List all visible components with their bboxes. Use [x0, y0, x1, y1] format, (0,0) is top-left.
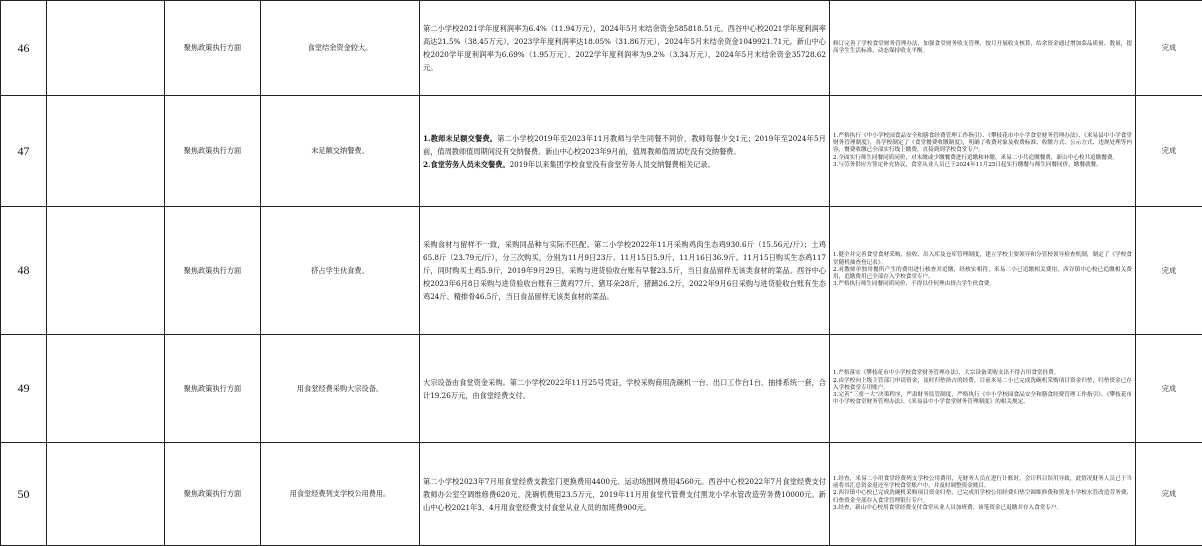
blank-cell	[47, 1, 165, 96]
rectification-item: 修订完善了学校食堂财务管理办法，加强食堂财务收支管理，按月开展收支核算，结余资金通过增加菜品质量、数量，提高学生生活标准，动态保持收支平衡。	[833, 41, 1132, 56]
problem-cell: 食堂结余资金较大。	[261, 1, 420, 96]
rectification-cell	[830, 443, 1136, 546]
rectification-item: 2.对教师单独用餐所产生的费用进行核查并追缴，经核实相符，米易二小已追缴相关费用，西谷镇中心校已追缴相关费用，追缴费用已全部存入学校食堂专户。	[833, 267, 1132, 282]
row-number-cell: 50	[1, 443, 47, 546]
rectification-cell	[830, 1, 1136, 96]
table-row	[1, 1, 1202, 96]
status-cell: 完成	[1136, 207, 1202, 335]
problem-cell: 挤占学生伙食费。	[261, 207, 420, 335]
rectification-item: 1.严格落实《攀枝花市中小学校食堂财务管理办法》，大宗设备采购支出不得占用食堂经费。	[833, 370, 1132, 377]
fact-text: 第二小学校2021学年度利润率为6.4%（11.94万元），2024年5月末结余资金585818.51元。西谷中心校2021学年度利润率高达21.5%（38.45万元），2023学年度利润率达18.05%（31.86万元），2024年5月末结余资金1049921.71元。新山中心校2020学年度利润率为6.69%（1.95万元）、2022学年度利润率为9.2%（3.34万元），2024年5月末结余资金35728.62元。	[423, 24, 826, 72]
problem-cell: 用食堂经费采购大宗设备。	[261, 335, 420, 443]
fact-paragraph	[423, 475, 826, 514]
row-number-cell: 48	[1, 207, 47, 335]
blank-cell	[47, 96, 165, 207]
fact-text: 采购食材与留样不一致，采购同品种与实际不匹配。第二小学校2022年11月采购鸡肉生态鸡930.6斤（15.56元/斤）；土鸡65.8斤（23.79元/斤），分三次购买，分别为11月9日23斤、11月15日5.9斤、11月16日36.9斤。11月15日购买生态鸡117斤，同时购买土鸡5.9斤，2019年9月29日，采购与进货验收台账有早餐23.5斤，当日食品留样无该类食材的菜品。西谷中心校2023年6月8日采购与进货验收台账有三黄鸡77斤、猪耳朵28斤，猪蹄26.2斤，2022年9月6日采购与进货验收台账有生态鸡24斤、精排骨46.5斤，当日食品留样无该类食材的菜品。	[423, 240, 826, 301]
blank-cell	[47, 443, 165, 546]
status-cell: 完成	[1136, 443, 1202, 546]
fact-text: 大宗设备由食堂资金采购。第二小学校2022年11月25号凭证，学校采购商用洗碗机一台、出口工作台1台、抽排系统一套，合计19.26万元，由食堂经费支付。	[423, 378, 826, 400]
rectification-cell	[830, 96, 1136, 207]
fact-paragraph	[423, 158, 826, 171]
rectification-item: 2.西谷镇中心校已完成洗碗机采购项目资金归垫，已完成用学校公用经费归垫空调维修费和黑龙小学校水管改造劳务费，归垫资金全部存入食堂管理银行专户。	[833, 490, 1132, 505]
rectification-item: 1.健全并完善食堂食材采购、验收、出入库及仓库管理制度，建立学校主要领导和分管校领导检查机制，制定了《学校食堂随机抽查登记表》。	[833, 252, 1132, 267]
problem-cell: 用食堂经费列支学校公用费用。	[261, 443, 420, 546]
status-cell: 完成	[1136, 335, 1202, 443]
table-row	[1, 335, 1202, 443]
category-cell: 聚焦政策执行方面	[165, 335, 261, 443]
fact-paragraph	[423, 132, 826, 158]
rectification-item: 3.完善“三重一大”决策程序，严肃财务监管制度，严格执行《中小学校园食品安全和膳食经费管理工作指引》、《攀枝花市中小学校食堂财务管理办法》、《米易县中小学食堂财务管理制度》的相关规定。	[833, 392, 1132, 407]
status-cell: 完成	[1136, 1, 1202, 96]
rectification-item: 2.由学校向上级主管部门申请资金，及时归垫挤占的经费，目前米易二小已完成洗碗机采购项目资金归垫，归垫资金已存入学校食堂专用账户。	[833, 378, 1132, 393]
fact-paragraph	[423, 376, 826, 402]
problem-cell: 未足额交纳餐费。	[261, 96, 420, 207]
table-row	[1, 96, 1202, 207]
rectification-item: 3.严格执行师生同餐同质同价，不得以任何理由挤占学生伙食费。	[833, 281, 1132, 288]
rectification-cell	[830, 335, 1136, 443]
blank-cell	[47, 207, 165, 335]
facts-cell	[420, 207, 830, 335]
row-number-cell: 46	[1, 1, 47, 96]
fact-text: 第二小学校2023年7月用食堂经费支教室门更换费用4400元、运动场围网费用4560元。西谷中心校2022年7月食堂经费支付教师办公室空调维修费620元、洗碗机费用23.5万元，2019年11月用食堂代管费支付黑龙小学水管改造劳务费10000元。新山中心校2021年3、4月用食堂经费支付食堂从业人员的加班费900元。	[423, 477, 826, 512]
category-cell: 聚焦政策执行方面	[165, 1, 261, 96]
rectification-item: 3.经查，新山中心校用食堂经费支付食堂从业人员加班费，该笔资金已退缴并存入食堂专户。	[833, 505, 1132, 512]
category-cell: 聚焦政策执行方面	[165, 96, 261, 207]
category-cell: 聚焦政策执行方面	[165, 443, 261, 546]
facts-cell	[420, 443, 830, 546]
category-cell: 聚焦政策执行方面	[165, 207, 261, 335]
rectification-item: 2.全面实行师生同餐同质同价，对未缴或少缴餐费进行追缴和补缴，米易二小共追缴餐费，新山中心校共追缴餐费。	[833, 155, 1132, 162]
rectification-item: 1.严格执行《中小学校园食品安全和膳食经费管理工作指引》、《攀枝花市中小学食堂财务管理办法》、《米易县中小学食堂财务管理制度》，各学校制定了《食堂餐费收缴制度》，明确了收费对象及收费标准、收缴方式、公示方式、违规处理等内容，餐费收缴已全部实行线上缴费，直接到到学校食堂专户。	[833, 133, 1132, 155]
facts-cell	[420, 96, 830, 207]
row-number-cell: 49	[1, 335, 47, 443]
table-row	[1, 443, 1202, 546]
blank-cell	[47, 335, 165, 443]
facts-cell	[420, 335, 830, 443]
status-cell: 完成	[1136, 96, 1202, 207]
fact-heading: 2.食堂劳务人员未交餐费。	[423, 160, 510, 169]
facts-cell	[420, 1, 830, 96]
rectification-item: 3.与劳务供应方签定补充协议，食堂从业人员已于2024年11月25日起实行缴餐与师生同餐同价，缴餐就餐。	[833, 162, 1132, 169]
row-number-cell: 47	[1, 96, 47, 207]
rectification-item: 1.经查，米易二小用食堂经费列支学校公用费用，无财务人员在进行计账时，会计科目误用导致，此情况财务人员已于当前将其汇总资金返还至学校食堂账户中，并及时调整资金账目。	[833, 476, 1132, 491]
fact-text: 第二小学校2019年至2023年11月教师与学生同餐不同价，教师每餐少交1元；2019年至2024年5月前，值周教师值周期间没有交纳餐费。新山中心校2023年9月前，值周教师值周试吃没有交纳餐费。	[423, 134, 826, 156]
rectification-cell	[830, 207, 1136, 335]
fact-text: 2019年以来集团学校食堂没有食堂劳务人员交纳餐费相关记录。	[510, 160, 715, 169]
table-row	[1, 207, 1202, 335]
fact-paragraph	[423, 238, 826, 303]
fact-paragraph	[423, 22, 826, 74]
fact-heading: 1.教师未足额交餐费。	[423, 134, 497, 143]
